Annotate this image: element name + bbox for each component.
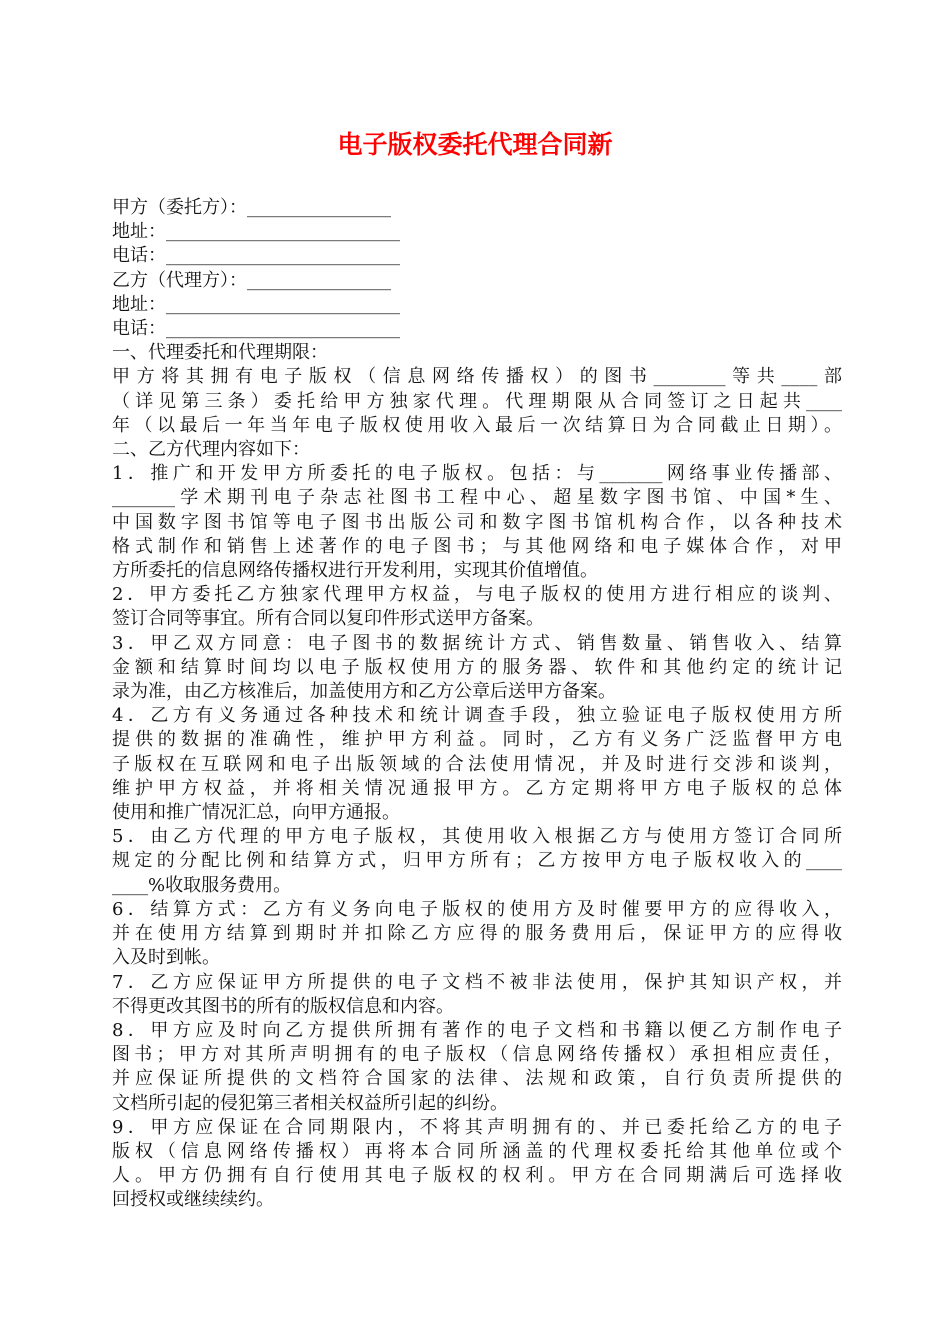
text-line: 甲方将其拥有电子版权（信息网络传播权）的图书________等共____部 bbox=[112, 366, 842, 388]
text-line: 使用和推广情况汇总，向甲方通报。 bbox=[112, 802, 400, 824]
text-line: 9．甲方应保证在合同期限内，不将其声明拥有的、并已委托给乙方的电子 bbox=[112, 1116, 842, 1138]
text-line: 中国数字图书馆等电子图书出版公司和数字图书馆机构合作，以各种技术 bbox=[112, 511, 842, 533]
text-line: 2．甲方委托乙方独家代理甲方权益，与电子版权的使用方进行相应的谈判、 bbox=[112, 584, 842, 606]
text-line: 回授权或继续续约。 bbox=[112, 1189, 274, 1211]
text-line: 图书；甲方对其所声明拥有的电子版权（信息网络传播权）承担相应责任， bbox=[112, 1044, 842, 1066]
document-body bbox=[112, 196, 842, 1213]
party-b-address-line: 地址：__________________________ bbox=[112, 293, 400, 315]
text-line: 年（以最后一年当年电子版权使用收入最后一次结算日为合同截止日期）。 bbox=[112, 414, 842, 436]
party-b-line: 乙方（代理方）：________________ bbox=[112, 269, 391, 291]
text-line: 7．乙方应保证甲方所提供的电子文档不被非法使用，保护其知识产权，并 bbox=[112, 971, 842, 993]
party-a-phone-line: 电话：__________________________ bbox=[112, 245, 400, 267]
text-line: 3．甲乙双方同意：电子图书的数据统计方式、销售数量、销售收入、结算 bbox=[112, 632, 842, 654]
text-line: 入及时到帐。 bbox=[112, 947, 220, 969]
section-heading: 二、乙方代理内容如下： bbox=[112, 439, 310, 461]
text-line: 并应保证所提供的文档符合国家的法律、法规和政策，自行负责所提供的 bbox=[112, 1068, 842, 1090]
text-line: 提供的数据的准确性，维护甲方利益。同时，乙方有义务广泛监督甲方电 bbox=[112, 729, 842, 751]
text-line: 不得更改其图书的所有的版权信息和内容。 bbox=[112, 995, 454, 1017]
text-line: 人。甲方仍拥有自行使用其电子版权的权利。甲方在合同期满后可选择收 bbox=[112, 1165, 842, 1187]
text-line: （详见第三条）委托给甲方独家代理。代理期限从合同签订之日起共____ bbox=[112, 390, 842, 412]
text-line: ____%收取服务费用。 bbox=[112, 874, 292, 896]
text-line: 1．推广和开发甲方所委托的电子版权。包括：与_______网络事业传播部、 bbox=[112, 463, 842, 485]
document-title: 电子版权委托代理合同新 bbox=[337, 130, 613, 159]
text-line: 文档所引起的侵犯第三者相关权益所引起的纠纷。 bbox=[112, 1092, 508, 1114]
text-line: 子版权在互联网和电子出版领域的合法使用情况，并及时进行交涉和谈判， bbox=[112, 753, 842, 775]
text-line: 6．结算方式：乙方有义务向电子版权的使用方及时催要甲方的应得收入， bbox=[112, 898, 842, 920]
party-a-address-line: 地址：__________________________ bbox=[112, 221, 400, 243]
party-b-phone-line: 电话：__________________________ bbox=[112, 318, 400, 340]
section-heading: 一、代理委托和代理期限： bbox=[112, 342, 328, 364]
text-line: 5．由乙方代理的甲方电子版权，其使用收入根据乙方与使用方签订合同所 bbox=[112, 826, 842, 848]
text-line: 4．乙方有义务通过各种技术和统计调查手段，独立验证电子版权使用方所 bbox=[112, 705, 842, 727]
text-line: 8．甲方应及时向乙方提供所拥有著作的电子文档和书籍以便乙方制作电子 bbox=[112, 1019, 842, 1041]
text-line: 金额和结算时间均以电子版权使用方的服务器、软件和其他约定的统计记 bbox=[112, 656, 842, 678]
text-line: 维护甲方权益，并将相关情况通报甲方。乙方定期将甲方电子版权的总体 bbox=[112, 777, 842, 799]
text-line: 规定的分配比例和结算方式，归甲方所有；乙方按甲方电子版权收入的____ bbox=[112, 850, 842, 872]
text-line: 并在使用方结算到期时并扣除乙方应得的服务费用后，保证甲方的应得收 bbox=[112, 923, 842, 945]
text-line: 录为准，由乙方核准后，加盖使用方和乙方公章后送甲方备案。 bbox=[112, 681, 616, 703]
text-line: _______学术期刊电子杂志社图书工程中心、超星数字图书馆、中国*生、 bbox=[112, 487, 842, 509]
text-line: 方所委托的信息网络传播权进行开发利用，实现其价值增值。 bbox=[112, 560, 598, 582]
text-line: 签订合同等事宜。所有合同以复印件形式送甲方备案。 bbox=[112, 608, 544, 630]
text-line: 版权（信息网络传播权）再将本合同所涵盖的代理权委托给其他单位或个 bbox=[112, 1140, 842, 1162]
party-a-line: 甲方（委托方）：________________ bbox=[112, 197, 391, 218]
text-line: 格式制作和销售上述著作的电子图书；与其他网络和电子媒体合作，对甲 bbox=[112, 535, 842, 557]
